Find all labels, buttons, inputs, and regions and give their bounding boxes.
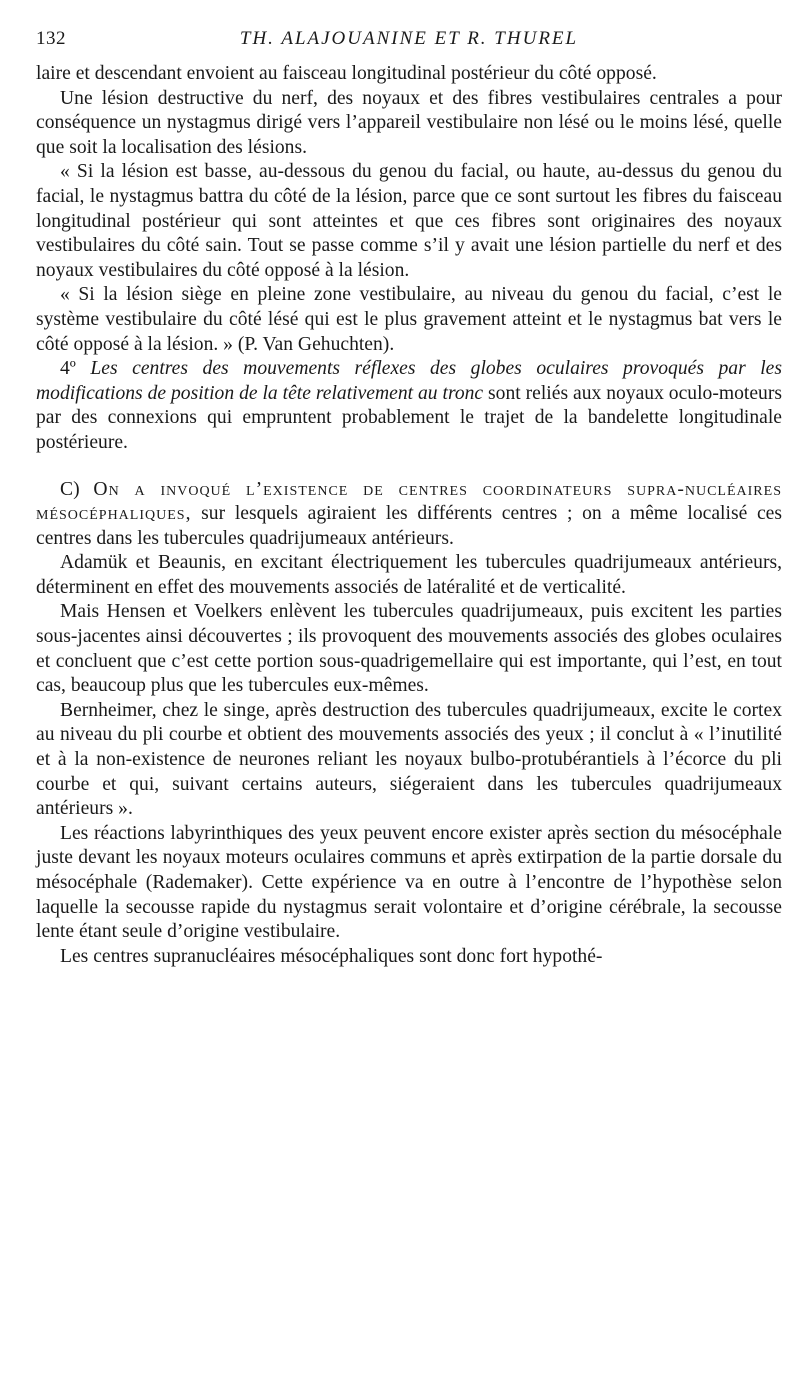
section-c bbox=[36, 478, 782, 552]
paragraph: Les centres supranucléaires mésocéphaliques sont donc fort hypothé- bbox=[60, 945, 603, 967]
section-heading: On a invoqué l’existence de centres coordinateurs supra-nucléaires mésocéphaliques, bbox=[36, 478, 782, 525]
paragraph: Les réactions labyrinthiques des yeux peuvent encore exister après section du mésocéphale juste devant les noyaux moteurs oculaires communs et après extirpation de la partie dorsale du mésocéphale (Rademaker). Cette expérience va en outre à l’encontre de l’hypothèse selon laquelle la secousse rapide du nystagmus serait volontaire et d’origine cérébrale, la secousse lente étant seule d’origine vestibulaire. bbox=[36, 822, 782, 943]
body-text bbox=[36, 62, 782, 969]
page-header bbox=[36, 22, 782, 62]
numbered-item-4 bbox=[36, 357, 782, 455]
page bbox=[36, 22, 782, 969]
paragraph: laire et descendant envoient au faisceau longitudinal postérieur du côté opposé. bbox=[36, 63, 657, 84]
item-title: Les centres des mouvements réflexes des globes oculaires provoqués par les modifications de position de la tête relativement au tronc bbox=[36, 358, 782, 404]
paragraph: Une lésion destructive du nerf, des noyaux et des fibres vestibulaires centrales a pour conséquence un nystagmus dirigé vers l’appareil vestibulaire non lésé ou le moins lésé, quelle que soit la localisation des lésions. bbox=[36, 87, 782, 158]
paragraph: « Si la lésion est basse, au-dessous du genou du facial, ou haute, au-dessus du genou du facial, le nystagmus battra du côté de la lésion, parce que ce sont surtout les fibres du faisceau longitudinal postérieur qui sont atteintes et que ces fibres sont originaires des noyaux vestibulaires du côté sain. Tout se passe comme s’il y avait une lésion partielle du nerf et des noyaux vestibulaires du côté opposé à la lésion. bbox=[36, 161, 782, 281]
section-text: sur lesquels agiraient les différents centres ; on a même localisé ces centres dans les tubercules quadrijumeaux antérieurs. bbox=[36, 503, 782, 549]
running-head: TH. ALAJOUANINE ET R. THUREL bbox=[239, 28, 579, 49]
item-text: sont reliés aux noyaux oculo-moteurs par des connexions qui empruntent probablement le trajet de la bandelette longitudinale postérieure. bbox=[36, 382, 782, 453]
paragraph: « Si la lésion siège en pleine zone vestibulaire, au niveau du genou du facial, c’est le système vestibulaire du côté lésé qui est le plus gravement atteint et le nystagmus bat vers le côté opposé à la lésion. » (P. Van Gehuchten). bbox=[36, 284, 782, 355]
paragraph: Adamük et Beaunis, en excitant électriquement les tubercules quadrijumeaux antérieurs, déterminent en effet des mouvements associés de latéralité et de verticalité. bbox=[36, 552, 782, 598]
section-label: C) bbox=[60, 478, 94, 500]
page-number: 132 bbox=[36, 28, 66, 49]
paragraph: Mais Hensen et Voelkers enlèvent les tubercules quadrijumeaux, puis excitent les parties sous-jacentes ainsi découvertes ; ils provoquent des mouvements associés des globes oculaires et concluent que c’est cette portion sous-quadrigemellaire qui est importante, qui l’est, en tout cas, beaucoup plus que les tubercules eux-mêmes. bbox=[36, 601, 782, 697]
paragraph: Bernheimer, chez le singe, après destruction des tubercules quadrijumeaux, excite le cortex au niveau du pli courbe et obtient des mouvements associés des yeux ; il conclut à « l’inutilité et à la non-existence de neurones reliant les noyaux bulbo-protubérantiels à l’écorce du pli courbe et qui, suivant certains auteurs, siégeraient dans les tubercules quadrijumeaux antérieurs ». bbox=[36, 699, 782, 820]
item-number: 4º bbox=[60, 358, 76, 380]
